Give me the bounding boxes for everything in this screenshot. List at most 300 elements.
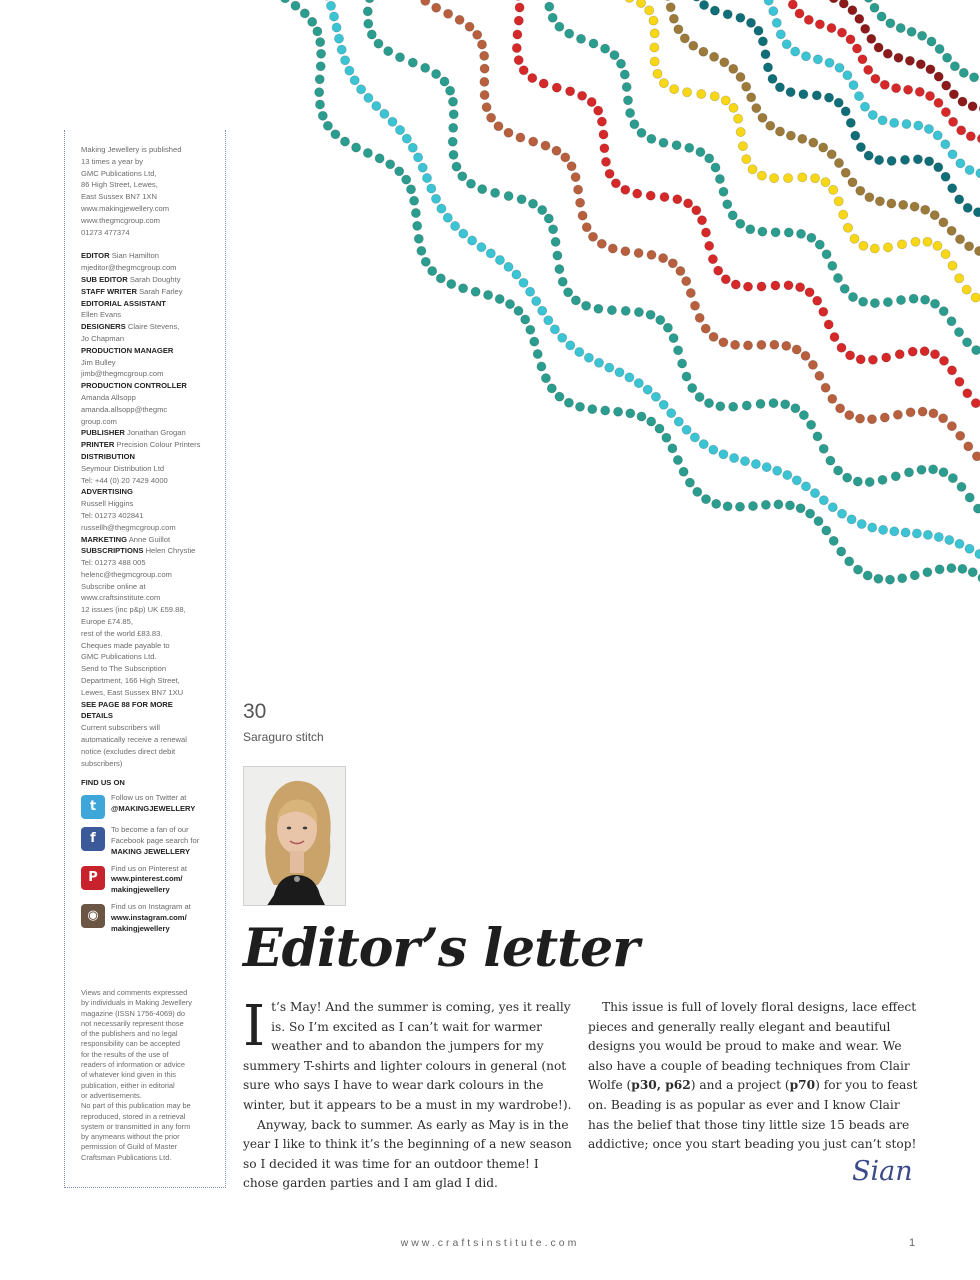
instagram-icon[interactable]: ◉ [81, 904, 105, 928]
bead [552, 83, 561, 92]
bead [528, 199, 537, 208]
drop-cap: I [243, 994, 266, 1059]
bead [364, 93, 373, 102]
bead [859, 297, 868, 306]
bead [674, 25, 683, 34]
bead [555, 22, 564, 31]
bead [673, 195, 682, 204]
bead [711, 163, 720, 172]
bead [566, 87, 575, 96]
bead [949, 117, 958, 126]
bead [880, 80, 889, 89]
bead [763, 63, 772, 72]
bead [495, 255, 504, 264]
bead [601, 157, 610, 166]
bead [758, 37, 767, 46]
bead [769, 7, 778, 16]
bead [970, 73, 979, 82]
bead [968, 102, 977, 111]
bead [730, 453, 739, 462]
bead [947, 422, 956, 431]
facebook-icon[interactable]: f [81, 827, 105, 851]
bead [683, 88, 692, 97]
bead [386, 160, 395, 169]
bead [770, 174, 779, 183]
bead [608, 244, 617, 253]
bead [781, 400, 790, 409]
bead [736, 13, 745, 22]
bead [957, 126, 966, 135]
bead [879, 525, 888, 534]
bead [337, 45, 346, 54]
bead [921, 205, 930, 214]
bead [925, 157, 934, 166]
bead [788, 0, 797, 9]
bead [962, 285, 971, 294]
bead [544, 214, 553, 223]
bead [920, 347, 929, 356]
bead [822, 526, 831, 535]
bead [786, 131, 795, 140]
bead [605, 169, 614, 178]
bead [413, 221, 422, 230]
bead [907, 27, 916, 36]
bead [824, 93, 833, 102]
bead [825, 58, 834, 67]
bead [798, 173, 807, 182]
bead [721, 96, 730, 105]
website-link[interactable]: www.thegmcgroup.com [81, 215, 160, 225]
bead [352, 143, 361, 152]
bead [934, 163, 943, 172]
bead [774, 500, 783, 509]
bead [710, 52, 719, 61]
bead [558, 277, 567, 286]
bead [738, 142, 747, 151]
bead [465, 22, 474, 31]
bead [610, 51, 619, 60]
bead [746, 225, 755, 234]
bead [924, 124, 933, 133]
bead [801, 52, 810, 61]
bead [421, 63, 430, 72]
bead [704, 399, 713, 408]
bead [670, 85, 679, 94]
bead [372, 101, 381, 110]
page-number: 1 [909, 1237, 916, 1249]
bead [865, 477, 874, 486]
bead [841, 168, 850, 177]
bead [894, 53, 903, 62]
bead [395, 53, 404, 62]
bead [966, 132, 975, 141]
bead [901, 528, 910, 537]
bead [669, 334, 678, 343]
bead [363, 148, 372, 157]
bead [782, 40, 791, 49]
bead [799, 90, 808, 99]
bead [699, 440, 708, 449]
bead [512, 43, 521, 52]
bead [975, 246, 980, 255]
bead [688, 383, 697, 392]
bead [898, 574, 907, 583]
bead [900, 155, 909, 164]
bead [578, 91, 587, 100]
bead [813, 296, 822, 305]
bead [719, 450, 728, 459]
disclaimer: Views and comments expressed by individuals in Making Jewellery magazine (ISSN 1756-4069) do not necessarily represent those of the publishers and no legal responsibility can be accepted for the results of the use of readers of information or advice of whatever kind given in this publication, either in editorial or advertisements. No part of this publication may be reproduced, stored in a retrieval system or transmitted in any form by anymeans without the prior permission of Guild of Master Craftsman Publications Ltd. [81, 988, 192, 1162]
bead [837, 509, 846, 518]
bead [821, 178, 830, 187]
bead [958, 97, 967, 106]
bead [973, 208, 980, 217]
bead [805, 288, 814, 297]
email-link[interactable]: helenc@thegmcgroup.com [81, 569, 172, 579]
bead [923, 530, 932, 539]
bead [941, 140, 950, 149]
bead [646, 191, 655, 200]
bead [558, 333, 567, 342]
bead [668, 259, 677, 268]
bead [948, 474, 957, 483]
bead [633, 189, 642, 198]
bead [766, 121, 775, 130]
email-link[interactable]: jimb@thegmcgroup.com [81, 369, 164, 379]
bead [380, 109, 389, 118]
bead [856, 143, 865, 152]
bead [607, 306, 616, 315]
bead [976, 169, 980, 178]
bead [594, 358, 603, 367]
bead [528, 73, 537, 82]
bead [855, 414, 864, 423]
bead [963, 203, 972, 212]
bead [925, 91, 934, 100]
bead [406, 185, 415, 194]
bead [477, 243, 486, 252]
bead [782, 341, 791, 350]
bead [829, 536, 838, 545]
bead [547, 384, 556, 393]
bead [402, 175, 411, 184]
website-link[interactable]: www.craftsinstitute.com [81, 593, 161, 603]
bead [571, 173, 580, 182]
bead [957, 482, 966, 491]
bead [318, 111, 327, 120]
bead [364, 19, 373, 28]
bead [746, 18, 755, 27]
bead [771, 228, 780, 237]
bead [843, 223, 852, 232]
bead [650, 57, 659, 66]
bead [870, 3, 879, 12]
bead [801, 482, 810, 491]
bead [431, 194, 440, 203]
bead [308, 17, 317, 26]
bead [699, 47, 708, 56]
facebook-link[interactable]: f To become a fan of our Facebook page search for MAKING JEWELLERY [81, 825, 215, 857]
bead [792, 476, 801, 485]
bead [705, 241, 714, 250]
bead [758, 227, 767, 236]
bead [923, 237, 932, 246]
instagram-link[interactable]: ◉ Find us on Instagram at www.instagram.com/ makingjewellery [81, 902, 215, 934]
bead [674, 346, 683, 355]
bead [538, 205, 547, 214]
bead [926, 65, 935, 74]
bead [731, 340, 740, 349]
bead [904, 468, 913, 477]
bead [918, 31, 927, 40]
bead [526, 287, 535, 296]
bead [300, 9, 309, 18]
bead [752, 104, 761, 113]
bead [626, 108, 635, 117]
bead [692, 0, 701, 1]
bead [693, 487, 702, 496]
bead [620, 70, 629, 79]
bead [939, 414, 948, 423]
bead [874, 574, 883, 583]
bead [459, 284, 468, 293]
bead [809, 138, 818, 147]
bead [645, 6, 654, 15]
bead [860, 102, 869, 111]
bead [840, 284, 849, 293]
bead [421, 0, 430, 6]
bead [828, 503, 837, 512]
bead [552, 146, 561, 155]
bead [886, 19, 895, 28]
bead [646, 310, 655, 319]
bead [701, 495, 710, 504]
bead [761, 500, 770, 509]
staff-credits: EDITOR Sian Hamilton mjeditor@thegmcgroup.com SUB EDITOR Sarah Doughty STAFF WRITER Sarah Farley EDITORIAL ASSISTANT Ellen Evans DESIGNERS Claire Stevens, Jo Chapman PRODUCTION MANAGER Jim Bulley jimb@thegmcgroup.com PRODUCTION CONTROLLER Amanda Allsopp amanda.allsopp@thegmc group.com PUBLISHER Jonathan Grogan PRINTER Precision Colour Printers DISTRIBUTION Seymour Distribution Ltd Tel: +44 (0) 20 7429 4000 ADVERTISING Russell Higgins Tel: 01273 402841 russellh@thegmcgroup.com MARKETING Anne Guillot SUBSCRIPTIONS Helen Chrystie Tel: 01273 488 005 helenc@thegmcgroup.com Subscribe online at www.craftsinstitute.com 12 issues (inc p&p) UK £59.88, Europe £74.85, rest of the world £83.83. Cheques made payable to GMC Publications Ltd. Send to The Subscription Department, 166 High Street, Lewes, East Sussex BN7 1XU SEE PAGE 88 FOR MORE DETAILS Current subscribers will automatically receive a renewal notice (excludes direct debit subscribers) [81, 250, 215, 769]
bead [587, 97, 596, 106]
bead [668, 444, 677, 453]
bead [965, 242, 974, 251]
pinterest-link[interactable]: P Find us on Pinterest at www.pinterest.com/ makingjewellery [81, 864, 215, 896]
twitter-icon[interactable]: t [81, 795, 105, 819]
bead [515, 3, 524, 12]
bead [316, 62, 325, 71]
bead [653, 69, 662, 78]
bead [512, 270, 521, 279]
bead [649, 16, 658, 25]
bead [865, 193, 874, 202]
bead [375, 154, 384, 163]
bead [566, 341, 575, 350]
bead [578, 211, 587, 220]
bead [576, 34, 585, 43]
bead [516, 133, 525, 142]
bead [939, 468, 948, 477]
bead [864, 151, 873, 160]
bead [448, 137, 457, 146]
bead [447, 279, 456, 288]
bead [549, 225, 558, 234]
bead [850, 234, 859, 243]
pinterest-icon[interactable]: P [81, 866, 105, 890]
email-link[interactable]: amanda.allsopp@thegmc [81, 404, 168, 414]
bead [340, 137, 349, 146]
bead [858, 55, 867, 64]
bead [561, 153, 570, 162]
bead [626, 409, 635, 418]
bead [830, 332, 839, 341]
bead [480, 77, 489, 86]
masthead-sidebar [64, 130, 226, 1188]
bead [948, 150, 957, 159]
bead [449, 150, 458, 159]
bead [384, 47, 393, 56]
bead [795, 9, 804, 18]
bead [650, 43, 659, 52]
bead [929, 465, 938, 474]
bead [622, 82, 631, 91]
bead [594, 304, 603, 313]
bead [710, 6, 719, 15]
bead [480, 90, 489, 99]
bead [410, 196, 419, 205]
bead [963, 338, 972, 347]
feature-page-number[interactable]: 30 [243, 700, 267, 723]
bead [459, 229, 468, 238]
bead [487, 113, 496, 122]
bead [819, 444, 828, 453]
bead [912, 529, 921, 538]
bead [697, 216, 706, 225]
bead [332, 23, 341, 32]
bead [519, 66, 528, 75]
bead [345, 66, 354, 75]
bead [824, 320, 833, 329]
bead [446, 86, 455, 95]
bead [947, 366, 956, 375]
bead [504, 128, 513, 137]
bead [548, 13, 557, 22]
bead [811, 174, 820, 183]
bead [621, 306, 630, 315]
bead [875, 155, 884, 164]
bead [878, 475, 887, 484]
bead [678, 359, 687, 368]
bead [551, 237, 560, 246]
bead [954, 328, 963, 337]
page-reference[interactable]: p30, p62 [631, 1078, 691, 1093]
bead [715, 174, 724, 183]
bead [973, 504, 980, 513]
bead [893, 410, 902, 419]
bead [776, 30, 785, 39]
bead [864, 65, 873, 74]
bead [941, 250, 950, 259]
bead [801, 351, 810, 360]
bead [934, 98, 943, 107]
bead [784, 228, 793, 237]
bead [748, 501, 757, 510]
bead [768, 74, 777, 83]
bead [968, 568, 977, 577]
bead [892, 84, 901, 93]
bead [914, 121, 923, 130]
bead [544, 316, 553, 325]
bead [655, 424, 664, 433]
bead [848, 292, 857, 301]
bead [867, 415, 876, 424]
bead [729, 402, 738, 411]
bead [955, 539, 964, 548]
bead [484, 290, 493, 299]
bead [956, 431, 965, 440]
bead [597, 117, 606, 126]
bead [815, 20, 824, 29]
bead [634, 379, 643, 388]
bead [414, 153, 423, 162]
bead [567, 162, 576, 171]
find-us-heading: FIND US ON [81, 778, 125, 788]
bead [729, 64, 738, 73]
page-title: Editor’s letter [243, 918, 639, 979]
bead [458, 172, 467, 181]
email-link[interactable]: russellh@thegmcgroup.com [81, 522, 176, 532]
editor-portrait [243, 766, 346, 906]
bead [408, 143, 417, 152]
email-link[interactable]: mjeditor@thegmcgroup.com [81, 263, 177, 273]
bead [692, 206, 701, 215]
bead [623, 96, 632, 105]
bead [482, 103, 491, 112]
bead [943, 53, 952, 62]
bead [574, 185, 583, 194]
bead [662, 433, 671, 442]
bead [905, 56, 914, 65]
bead [621, 185, 630, 194]
footer-url[interactable]: www.craftsinstitute.com [400, 1237, 580, 1249]
bead [588, 405, 597, 414]
bead [550, 325, 559, 334]
bead [505, 300, 514, 309]
bead [736, 219, 745, 228]
bead [930, 211, 939, 220]
bead [666, 3, 675, 12]
twitter-link[interactable]: t Follow us on Twitter at @MAKINGJEWELLERY [81, 793, 215, 819]
bead [785, 501, 794, 510]
bead [443, 213, 452, 222]
bead [923, 568, 932, 577]
bead [521, 315, 530, 324]
bead [807, 420, 816, 429]
bead [395, 167, 404, 176]
bead [736, 72, 745, 81]
bead [740, 457, 749, 466]
bead [890, 118, 899, 127]
bead [822, 250, 831, 259]
page-reference[interactable]: p70 [789, 1078, 816, 1093]
bead [783, 470, 792, 479]
bead [887, 199, 896, 208]
bead [955, 377, 964, 386]
website-link[interactable]: www.makingjewellery.com [81, 203, 170, 213]
bead [971, 399, 980, 408]
bead [647, 417, 656, 426]
bead [365, 0, 374, 3]
bead [690, 301, 699, 310]
bead [659, 138, 668, 147]
bead [448, 97, 457, 106]
feature-caption[interactable]: Saraguro stitch [243, 730, 324, 744]
